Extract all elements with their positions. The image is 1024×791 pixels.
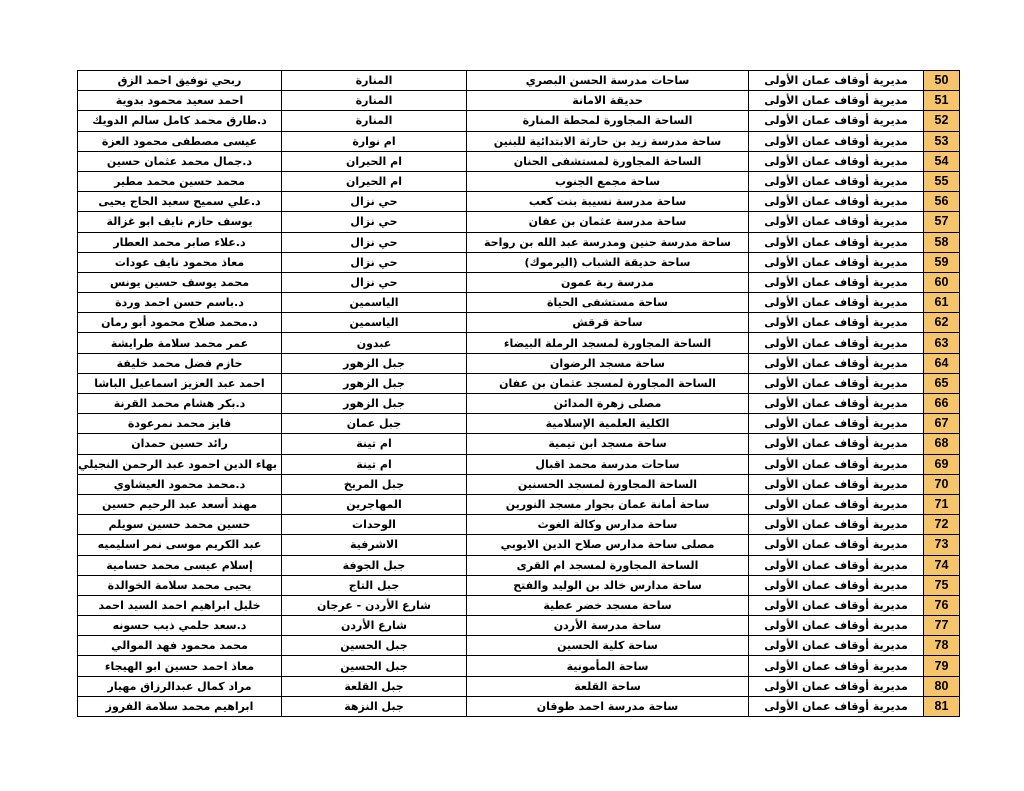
directorate-cell: مديرية أوقاف عمان الأولى [749,696,924,716]
table-row [78,434,960,454]
preacher-name-cell: رائد حسين حمدان [78,434,282,454]
directorate-cell: مديرية أوقاف عمان الأولى [749,636,924,656]
directorate-cell: مديرية أوقاف عمان الأولى [749,313,924,333]
row-number: 79 [924,656,960,676]
area-cell: جبل الزهور [282,353,467,373]
area-cell: جبل الزهور [282,394,467,414]
row-number: 53 [924,131,960,151]
area-cell: شارع الأردن - عرجان [282,595,467,615]
preacher-name-cell: احمد عبد العزيز اسماعيل الباشا [78,373,282,393]
row-number: 77 [924,616,960,636]
directorate-cell: مديرية أوقاف عمان الأولى [749,91,924,111]
directorate-cell: مديرية أوقاف عمان الأولى [749,535,924,555]
table-row [78,454,960,474]
preacher-name-cell: د.سعد حلمي ذيب حسونه [78,616,282,636]
row-number: 81 [924,696,960,716]
directorate-cell: مديرية أوقاف عمان الأولى [749,171,924,191]
area-cell: الياسمين [282,313,467,333]
row-number: 60 [924,272,960,292]
directorate-cell: مديرية أوقاف عمان الأولى [749,414,924,434]
area-cell: المنارة [282,91,467,111]
directorate-cell: مديرية أوقاف عمان الأولى [749,515,924,535]
table-row [78,333,960,353]
table-row [78,111,960,131]
table-row [78,232,960,252]
preacher-name-cell: د.علاء صابر محمد العطار [78,232,282,252]
row-number: 59 [924,252,960,272]
table-row [78,313,960,333]
table-row [78,293,960,313]
row-number: 64 [924,353,960,373]
preacher-name-cell: فايز محمد نمرعودة [78,414,282,434]
directorate-cell: مديرية أوقاف عمان الأولى [749,595,924,615]
site-cell: ساحة كلية الحسين [467,636,749,656]
directorate-cell: مديرية أوقاف عمان الأولى [749,192,924,212]
row-number: 63 [924,333,960,353]
preacher-name-cell: د.محمد صلاح محمود أبو رمان [78,313,282,333]
table-row [78,656,960,676]
table-row [78,212,960,232]
row-number: 61 [924,293,960,313]
area-cell: جبل الجوفة [282,555,467,575]
site-cell: ساحة مدارس وكالة الغوث [467,515,749,535]
row-number: 78 [924,636,960,656]
area-cell: جبل الحسين [282,656,467,676]
area-cell: حي نزال [282,272,467,292]
table-row [78,595,960,615]
preacher-name-cell: ربحي توفيق احمد الزق [78,71,282,91]
table-row [78,474,960,494]
row-number: 68 [924,434,960,454]
row-number: 75 [924,575,960,595]
table-row [78,636,960,656]
row-number: 55 [924,171,960,191]
directorate-cell: مديرية أوقاف عمان الأولى [749,474,924,494]
row-number: 73 [924,535,960,555]
table-row [78,171,960,191]
preacher-name-cell: خليل ابراهيم احمد السيد احمد [78,595,282,615]
directorate-cell: مديرية أوقاف عمان الأولى [749,353,924,373]
site-cell: ساحة مدارس خالد بن الوليد والفتح [467,575,749,595]
directorate-cell: مديرية أوقاف عمان الأولى [749,394,924,414]
site-cell: ساحة القلعة [467,676,749,696]
site-cell: الساحة المجاورة لمسجد عثمان بن عفان [467,373,749,393]
table-row [78,192,960,212]
row-number: 54 [924,151,960,171]
directorate-cell: مديرية أوقاف عمان الأولى [749,656,924,676]
table-row [78,151,960,171]
preacher-name-cell: د.محمد محمود العيشاوي [78,474,282,494]
table-row [78,373,960,393]
table-row [78,555,960,575]
preacher-name-cell: د.علي سميح سعيد الحاج يحيى [78,192,282,212]
table-row [78,272,960,292]
directorate-cell: مديرية أوقاف عمان الأولى [749,252,924,272]
table-row [78,616,960,636]
site-cell: ساحات مدرسة الحسن البصري [467,71,749,91]
site-cell: ساحة مسجد خضر عطية [467,595,749,615]
row-number: 70 [924,474,960,494]
directorate-cell: مديرية أوقاف عمان الأولى [749,555,924,575]
site-cell: الساحة المجاورة لمستشفى الحنان [467,151,749,171]
site-cell: ساحة حديقة الشباب (اليرموك) [467,252,749,272]
table-row [78,91,960,111]
row-number: 74 [924,555,960,575]
site-cell: ساحة مدرسة الأردن [467,616,749,636]
site-cell: مصلى زهرة المدائن [467,394,749,414]
row-number: 56 [924,192,960,212]
table-row [78,394,960,414]
site-cell: ساحة مدرسة حنين ومدرسة عبد الله بن رواحة [467,232,749,252]
preacher-name-cell: محمد يوسف حسين يونس [78,272,282,292]
site-cell: ساحات مدرسة محمد اقبال [467,454,749,474]
directorate-cell: مديرية أوقاف عمان الأولى [749,373,924,393]
table-row [78,252,960,272]
table-row [78,494,960,514]
directorate-cell: مديرية أوقاف عمان الأولى [749,212,924,232]
directorate-cell: مديرية أوقاف عمان الأولى [749,293,924,313]
preacher-name-cell: مراد كمال عبدالرزاق مهيار [78,676,282,696]
row-number: 62 [924,313,960,333]
row-number: 67 [924,414,960,434]
directorate-cell: مديرية أوقاف عمان الأولى [749,616,924,636]
directorate-cell: مديرية أوقاف عمان الأولى [749,494,924,514]
area-cell: المنارة [282,111,467,131]
site-cell: الكلية العلمية الإسلامية [467,414,749,434]
site-cell: ساحة المأمونية [467,656,749,676]
area-cell: جبل القلعة [282,676,467,696]
table-row [78,71,960,91]
preacher-name-cell: عبد الكريم موسى نمر اسليميه [78,535,282,555]
area-cell: ام تينة [282,454,467,474]
directorate-cell: مديرية أوقاف عمان الأولى [749,232,924,252]
area-cell: شارع الأردن [282,616,467,636]
site-cell: ساحة أمانة عمان بجوار مسجد النورين [467,494,749,514]
directorate-cell: مديرية أوقاف عمان الأولى [749,434,924,454]
area-cell: ام الحيران [282,171,467,191]
row-number: 66 [924,394,960,414]
preacher-name-cell: حسين محمد حسين سويلم [78,515,282,535]
area-cell: المنارة [282,71,467,91]
directorate-cell: مديرية أوقاف عمان الأولى [749,131,924,151]
row-number: 71 [924,494,960,514]
preacher-name-cell: حازم فضل محمد خليفة [78,353,282,373]
preacher-name-cell: مهند أسعد عبد الرحيم حسين [78,494,282,514]
area-cell: حي نزال [282,212,467,232]
table-row [78,535,960,555]
area-cell: ام تينة [282,434,467,454]
site-cell: الساحة المجاورة لمحطة المنارة [467,111,749,131]
preacher-name-cell: محمد محمود فهد الموالي [78,636,282,656]
area-cell: جبل التاج [282,575,467,595]
site-cell: ساحة مجمع الجنوب [467,171,749,191]
preacher-name-cell: احمد سعيد محمود بدوية [78,91,282,111]
row-number: 76 [924,595,960,615]
area-cell: الوحدات [282,515,467,535]
site-cell: ساحة مدرسة نسيبة بنت كعب [467,192,749,212]
row-number: 58 [924,232,960,252]
table-row [78,131,960,151]
preacher-name-cell: محمد حسين محمد مطير [78,171,282,191]
directorate-cell: مديرية أوقاف عمان الأولى [749,333,924,353]
row-number: 72 [924,515,960,535]
table-body [78,71,960,717]
directorate-cell: مديرية أوقاف عمان الأولى [749,111,924,131]
site-cell: الساحة المجاورة لمسجد الرملة البيضاء [467,333,749,353]
preacher-name-cell: د.باسم حسن احمد وردة [78,293,282,313]
preacher-name-cell: إسلام عيسى محمد حسامية [78,555,282,575]
preacher-name-cell: عمر محمد سلامة طرايشة [78,333,282,353]
site-cell: ساحة مستشفى الحياة [467,293,749,313]
area-cell: حي نزال [282,252,467,272]
area-cell: جبل النزهة [282,696,467,716]
row-number: 50 [924,71,960,91]
preacher-name-cell: د.بكر هشام محمد القرنة [78,394,282,414]
site-cell: الساحة المجاورة لمسجد ام القرى [467,555,749,575]
preacher-name-cell: معاذ محمود نايف عودات [78,252,282,272]
area-cell: الاشرفية [282,535,467,555]
row-number: 65 [924,373,960,393]
directorate-cell: مديرية أوقاف عمان الأولى [749,454,924,474]
table-row [78,575,960,595]
area-cell: المهاجرين [282,494,467,514]
area-cell: جبل المريخ [282,474,467,494]
table-row [78,353,960,373]
table-row [78,696,960,716]
directorate-cell: مديرية أوقاف عمان الأولى [749,151,924,171]
site-cell: الساحة المجاورة لمسجد الحسنين [467,474,749,494]
area-cell: حي نزال [282,232,467,252]
preacher-name-cell: يحيى محمد سلامة الخوالدة [78,575,282,595]
row-number: 57 [924,212,960,232]
area-cell: جبل عمان [282,414,467,434]
table-row [78,414,960,434]
table-row [78,515,960,535]
directorate-cell: مديرية أوقاف عمان الأولى [749,272,924,292]
preacher-name-cell: يوسف حازم نايف ابو غزالة [78,212,282,232]
area-cell: عبدون [282,333,467,353]
site-cell: حديقة الامانة [467,91,749,111]
area-cell: ام نوارة [282,131,467,151]
site-cell: ساحة مدرسة احمد طوقان [467,696,749,716]
directorate-cell: مديرية أوقاف عمان الأولى [749,575,924,595]
site-cell: مدرسة ربة عمون [467,272,749,292]
table-row [78,676,960,696]
site-cell: ساحة مسجد الرضوان [467,353,749,373]
preacher-name-cell: معاذ احمد حسين ابو الهيجاء [78,656,282,676]
area-cell: ام الحيران [282,151,467,171]
row-number: 80 [924,676,960,696]
area-cell: جبل الحسين [282,636,467,656]
area-cell: جبل الزهور [282,373,467,393]
preacher-name-cell: د.طارق محمد كامل سالم الدويك [78,111,282,131]
row-number: 51 [924,91,960,111]
preacher-name-cell: عيسى مصطفى محمود العزة [78,131,282,151]
preacher-name-cell: بهاء الدين احمود عبد الرحمن النجيلي [78,454,282,474]
prayer-sites-table [77,70,960,717]
row-number: 52 [924,111,960,131]
preacher-name-cell: د.جمال محمد عثمان حسين [78,151,282,171]
directorate-cell: مديرية أوقاف عمان الأولى [749,71,924,91]
site-cell: ساحة مدرسة زيد بن حارثة الابتدائية للبنين [467,131,749,151]
site-cell: ساحة مدرسة عثمان بن عفان [467,212,749,232]
row-number: 69 [924,454,960,474]
preacher-name-cell: ابراهيم محمد سلامة الفروز [78,696,282,716]
area-cell: حي نزال [282,192,467,212]
area-cell: الياسمين [282,293,467,313]
directorate-cell: مديرية أوقاف عمان الأولى [749,676,924,696]
site-cell: ساحة قرقش [467,313,749,333]
site-cell: ساحة مسجد ابن تيمية [467,434,749,454]
site-cell: مصلى ساحة مدارس صلاح الدين الايوبي [467,535,749,555]
